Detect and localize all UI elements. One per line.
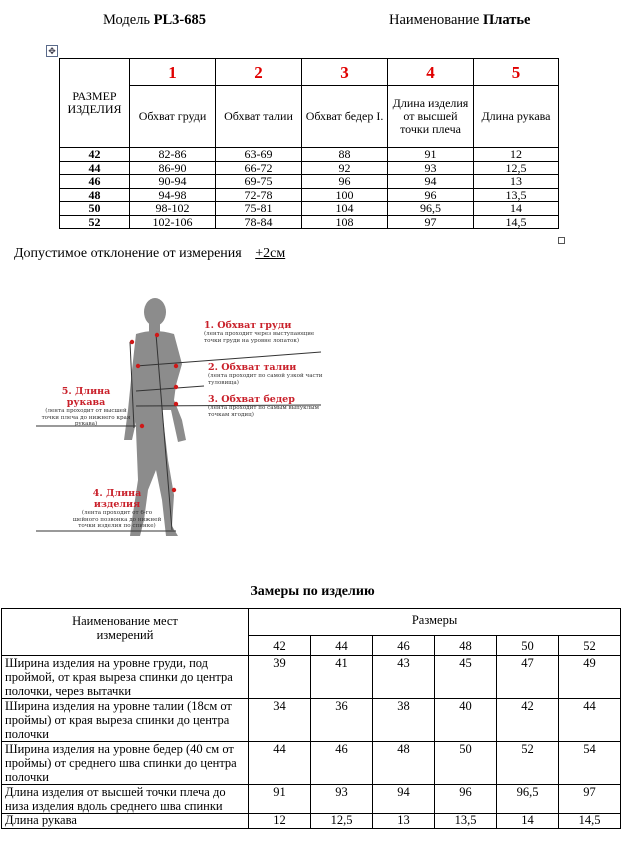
measurement-figure: [36, 290, 336, 540]
size-column-header: 46: [373, 636, 435, 656]
tolerance-value: +2см: [255, 246, 286, 261]
column-label: Обхват талии: [216, 86, 302, 148]
size-header: РАЗМЕР ИЗДЕЛИЯ: [60, 59, 130, 148]
value-cell: 108: [302, 215, 388, 229]
name-value: Платье: [482, 12, 531, 28]
measurements-table: [1, 608, 621, 829]
size-column-header: 44: [311, 636, 373, 656]
tolerance-text: Допустимое отклонение от измерения: [14, 246, 242, 261]
table-row: [2, 742, 621, 785]
table-row: [60, 148, 559, 162]
value-cell: 97: [559, 785, 621, 814]
value-cell: 38: [373, 699, 435, 742]
value-cell: 104: [302, 202, 388, 216]
value-cell: 96: [435, 785, 497, 814]
value-cell: 47: [497, 656, 559, 699]
size-cell: 42: [60, 148, 130, 162]
value-cell: 93: [311, 785, 373, 814]
annotation-desc: (лента проходит по самой узкой части туловища): [208, 373, 323, 386]
table-row: [60, 202, 559, 216]
size-cell: 50: [60, 202, 130, 216]
table-row: [2, 785, 621, 814]
annotation-waist: [208, 362, 323, 386]
value-cell: 88: [302, 148, 388, 162]
value-cell: 100: [302, 188, 388, 202]
annotation-desc: (лента проходит от высшей точки плеча до нижнего края рукава): [41, 408, 131, 427]
value-cell: 40: [435, 699, 497, 742]
column-label: Обхват бедер I.: [302, 86, 388, 148]
value-cell: 48: [373, 742, 435, 785]
column-number: 5: [474, 59, 559, 86]
value-cell: 96: [388, 188, 474, 202]
annotation-title: 4. Длина изделия: [92, 488, 142, 510]
size-column-header: 52: [559, 636, 621, 656]
annotation-desc: (лента проходит по самым выпуклым точкам ягодиц): [208, 405, 319, 418]
value-cell: 12,5: [474, 161, 559, 175]
size-cell: 44: [60, 161, 130, 175]
size-cell: 48: [60, 188, 130, 202]
table-row: [2, 814, 621, 829]
annotation-title: 1. Обхват груди: [204, 320, 292, 331]
table-move-handle-icon[interactable]: ✥: [46, 45, 58, 57]
value-cell: 93: [388, 161, 474, 175]
value-cell: 102-106: [130, 215, 216, 229]
value-cell: 94: [388, 175, 474, 189]
measurements-title: Замеры по изделию: [250, 584, 375, 599]
value-cell: 43: [373, 656, 435, 699]
measurement-name: Длина рукава: [2, 814, 249, 829]
column-label: Длина изделия от высшей точки плеча: [388, 86, 474, 148]
value-cell: 54: [559, 742, 621, 785]
value-cell: 46: [311, 742, 373, 785]
measurement-name-header: Наименование мест измерений: [2, 609, 249, 656]
value-cell: 34: [249, 699, 311, 742]
annotation-length: [72, 488, 162, 530]
value-cell: 75-81: [216, 202, 302, 216]
value-cell: 78-84: [216, 215, 302, 229]
value-cell: 94: [373, 785, 435, 814]
value-cell: 44: [249, 742, 311, 785]
annotation-hips: [208, 394, 328, 418]
value-cell: 52: [497, 742, 559, 785]
value-cell: 96: [302, 175, 388, 189]
value-cell: 50: [435, 742, 497, 785]
column-label: Длина рукава: [474, 86, 559, 148]
table-row: [60, 161, 559, 175]
value-cell: 14,5: [474, 215, 559, 229]
value-cell: 13: [474, 175, 559, 189]
annotation-title: 5. Длина рукава: [61, 386, 111, 408]
value-cell: 14: [474, 202, 559, 216]
size-cell: 52: [60, 215, 130, 229]
table-row: [60, 188, 559, 202]
column-number: 3: [302, 59, 388, 86]
value-cell: 69-75: [216, 175, 302, 189]
table-resize-handle[interactable]: [558, 237, 565, 244]
measurement-name: Ширина изделия на уровне талии (18см от проймы) от края выреза спинки до центра полочки: [2, 699, 249, 742]
value-cell: 12: [474, 148, 559, 162]
annotation-chest: [204, 320, 324, 344]
size-column-header: 48: [435, 636, 497, 656]
annotation-title: 2. Обхват талии: [208, 362, 297, 373]
value-cell: 13,5: [474, 188, 559, 202]
value-cell: 86-90: [130, 161, 216, 175]
name-label: Наименование: [389, 12, 480, 28]
tolerance-note: [14, 246, 285, 262]
table-row: [60, 175, 559, 189]
size-column-header: 50: [497, 636, 559, 656]
value-cell: 39: [249, 656, 311, 699]
table-row: [2, 699, 621, 742]
column-number: 4: [388, 59, 474, 86]
measurement-name: Ширина изделия на уровне груди, под проймой, от края выреза спинки до центра полочки, через вытачки: [2, 656, 249, 699]
table-row: [60, 215, 559, 229]
value-cell: 14,5: [559, 814, 621, 829]
value-cell: 66-72: [216, 161, 302, 175]
value-cell: 45: [435, 656, 497, 699]
value-cell: 72-78: [216, 188, 302, 202]
value-cell: 41: [311, 656, 373, 699]
value-cell: 12,5: [311, 814, 373, 829]
value-cell: 91: [388, 148, 474, 162]
value-cell: 96,5: [497, 785, 559, 814]
value-cell: 91: [249, 785, 311, 814]
table-row: [2, 656, 621, 699]
value-cell: 94-98: [130, 188, 216, 202]
sizes-header: Размеры: [249, 609, 621, 636]
name-header: [389, 12, 530, 29]
value-cell: 42: [497, 699, 559, 742]
model-label: Модель: [103, 12, 151, 28]
value-cell: 82-86: [130, 148, 216, 162]
value-cell: 13: [373, 814, 435, 829]
value-cell: 12: [249, 814, 311, 829]
value-cell: 96,5: [388, 202, 474, 216]
measurement-name: Длина изделия от высшей точки плеча до низа изделия вдоль среднего шва спинки: [2, 785, 249, 814]
value-cell: 92: [302, 161, 388, 175]
value-cell: 44: [559, 699, 621, 742]
annotation-title: 3. Обхват бедер: [208, 394, 295, 405]
value-cell: 97: [388, 215, 474, 229]
value-cell: 49: [559, 656, 621, 699]
value-cell: 90-94: [130, 175, 216, 189]
column-number: 2: [216, 59, 302, 86]
column-number: 1: [130, 59, 216, 86]
column-label: Обхват груди: [130, 86, 216, 148]
annotation-desc: (лента проходит от 6-го шейного позвонка до нижней точки изделия по спинке): [72, 510, 162, 529]
value-cell: 14: [497, 814, 559, 829]
value-cell: 98-102: [130, 202, 216, 216]
value-cell: 13,5: [435, 814, 497, 829]
value-cell: 36: [311, 699, 373, 742]
size-table: [59, 58, 559, 229]
size-column-header: 42: [249, 636, 311, 656]
model-header: [103, 12, 206, 29]
value-cell: 63-69: [216, 148, 302, 162]
measurement-name: Ширина изделия на уровне бедер (40 см от проймы) от среднего шва спинки до центра полочки: [2, 742, 249, 785]
annotation-sleeve: [41, 386, 131, 428]
model-value: PL3-685: [153, 12, 207, 28]
size-cell: 46: [60, 175, 130, 189]
annotation-desc: (лента проходит через выступающие точки груди на уровне лопаток): [204, 331, 315, 344]
